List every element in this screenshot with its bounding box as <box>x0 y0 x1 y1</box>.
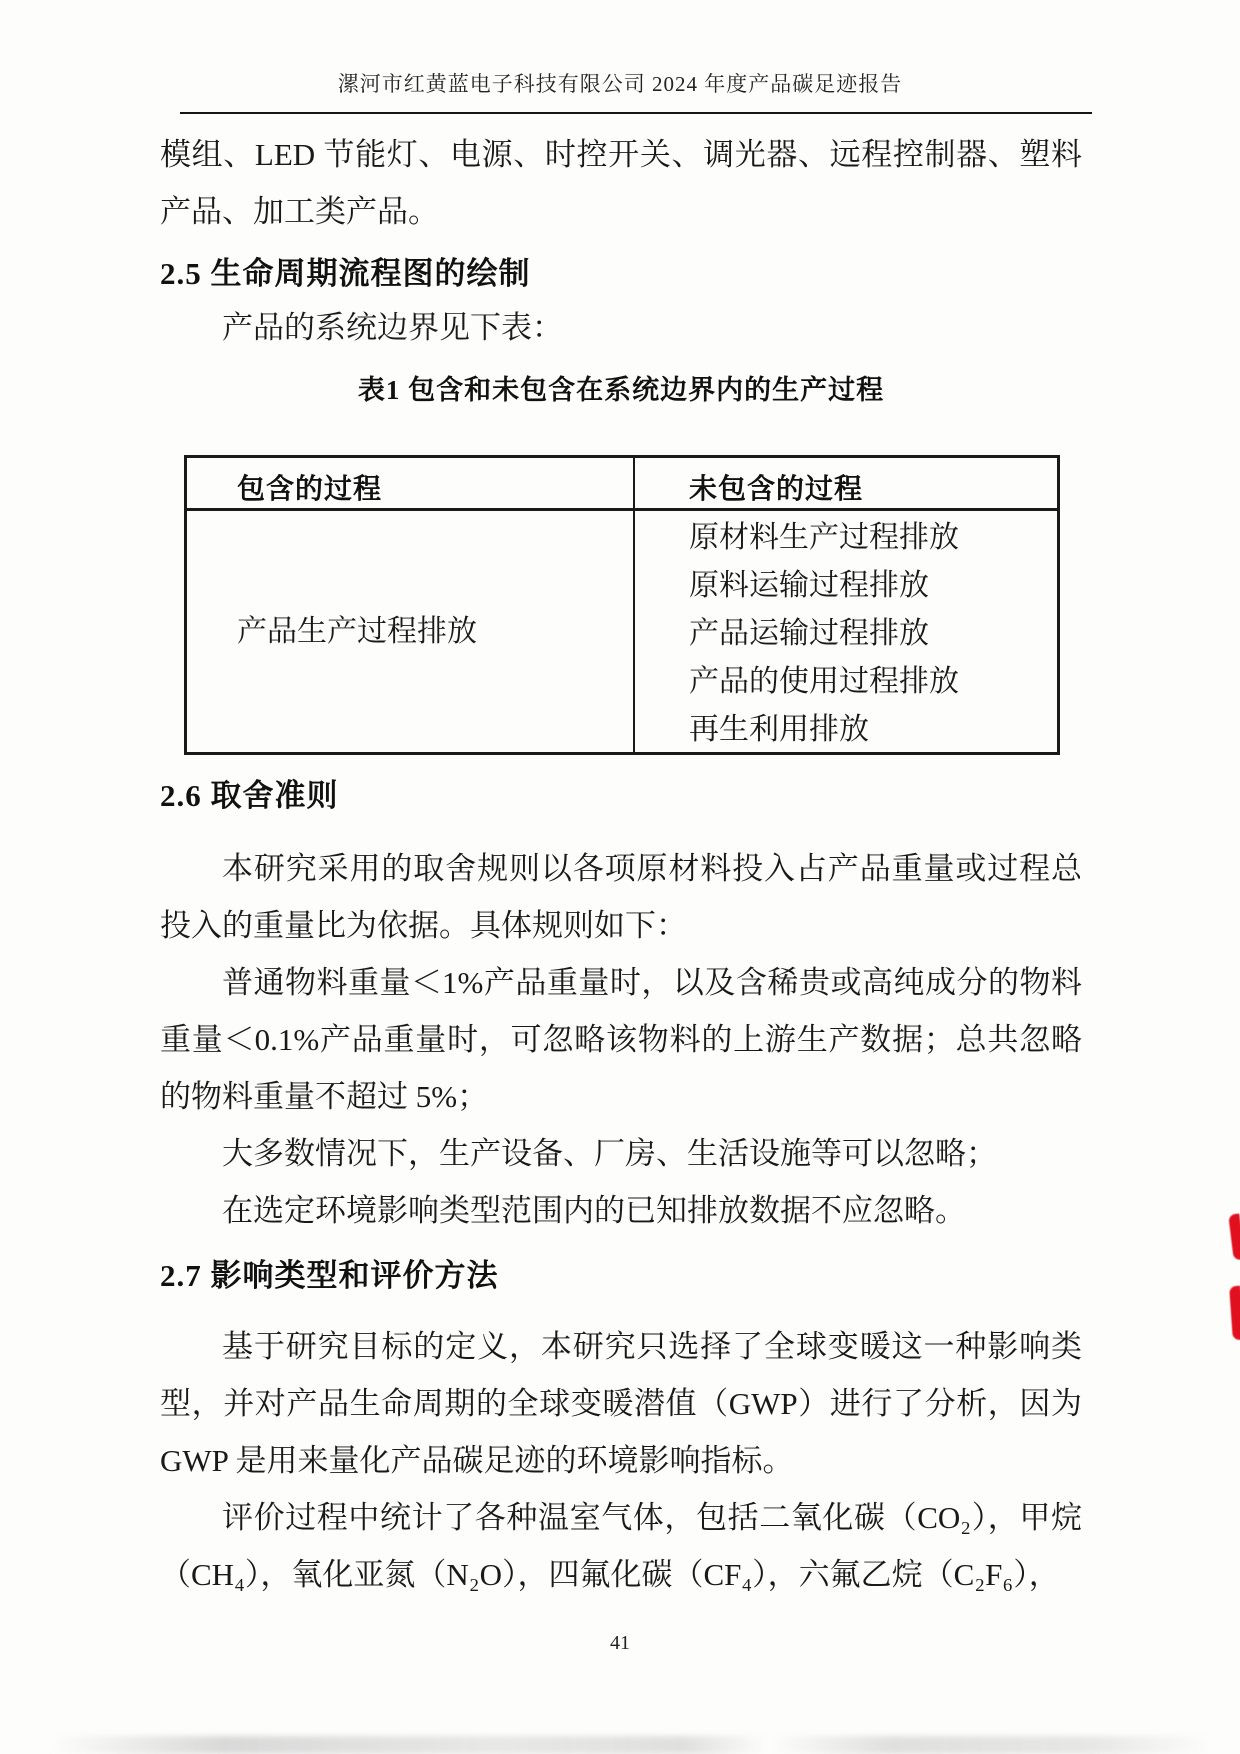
section-heading-2-5: 2.5 生命周期流程图的绘制 <box>160 256 531 291</box>
excluded-process-item: 原料运输过程排放 <box>689 569 929 602</box>
cutoff-rule-3: 在选定环境影响类型范围内的已知排放数据不应忽略。 <box>222 1193 966 1228</box>
section-heading-2-6: 2.6 取舍准则 <box>160 778 339 813</box>
table-header-included: 包含的过程 <box>237 474 383 505</box>
section-heading-2-7: 2.7 影响类型和评价方法 <box>160 1258 499 1293</box>
table-header-excluded: 未包含的过程 <box>689 474 864 505</box>
table1-caption: 表1 包含和未包含在系统边界内的生产过程 <box>357 375 885 405</box>
gwp-paragraph: 基于研究目标的定义，本研究只选择了全球变暖这一种影响类型，并对产品生命周期的全球变暖潜值（GWP）进行了分析，因为 GWP 是用来量化产品碳足迹的环境影响指标。 <box>160 1329 1082 1478</box>
scan-shadow-artifact <box>0 1736 1240 1754</box>
cutoff-rule-1: 普通物料重量＜1%产品重量时，以及含稀贵或高纯成分的物料重量＜0.1%产品重量时，可忽略该物料的上游生产数据；总共忽略的物料重量不超过 5%； <box>160 965 1082 1114</box>
excluded-process-item: 原材料生产过程排放 <box>689 521 959 554</box>
system-boundary-table <box>184 455 1060 755</box>
page-number: 41 <box>610 1632 630 1654</box>
cutoff-rules-block <box>160 840 1082 1239</box>
excluded-process-item: 产品运输过程排放 <box>689 617 929 650</box>
cutoff-intro-paragraph: 本研究采用的取舍规则以各项原材料投入占产品重量或过程总投入的重量比为依据。具体规则如下： <box>160 851 1082 943</box>
cutoff-rule-2: 大多数情况下，生产设备、厂房、生活设施等可以忽略； <box>222 1136 997 1171</box>
excluded-process-item: 再生利用排放 <box>689 713 869 746</box>
impact-method-block <box>160 1318 1082 1603</box>
table-column-divider <box>633 458 635 752</box>
excluded-process-item: 产品的使用过程排放 <box>689 665 959 698</box>
table-cell-included-process: 产品生产过程排放 <box>237 615 477 648</box>
greenhouse-gases-paragraph: 评价过程中统计了各种温室气体，包括二氧化碳（CO₂），甲烷（CH₄），氧化亚氮（N₂O），四氟化碳（CF₄），六氟乙烷（C₂F₆）， <box>160 1500 1082 1592</box>
red-stamp-edge-mark <box>1229 1286 1240 1341</box>
header-rule <box>180 112 1092 114</box>
running-header: 漯河市红黄蓝电子科技有限公司 2024 年度产品碳足迹报告 <box>337 72 903 96</box>
table-excluded-process-list <box>689 514 959 754</box>
table-header-rule <box>187 508 1057 511</box>
table-lead-line: 产品的系统边界见下表： <box>222 310 563 345</box>
intro-paragraph: 模组、LED 节能灯、电源、时控开关、调光器、远程控制器、塑料产品、加工类产品。 <box>160 137 1082 229</box>
red-stamp-edge-mark <box>1228 1214 1240 1261</box>
intro-paragraph-block <box>160 126 1082 240</box>
